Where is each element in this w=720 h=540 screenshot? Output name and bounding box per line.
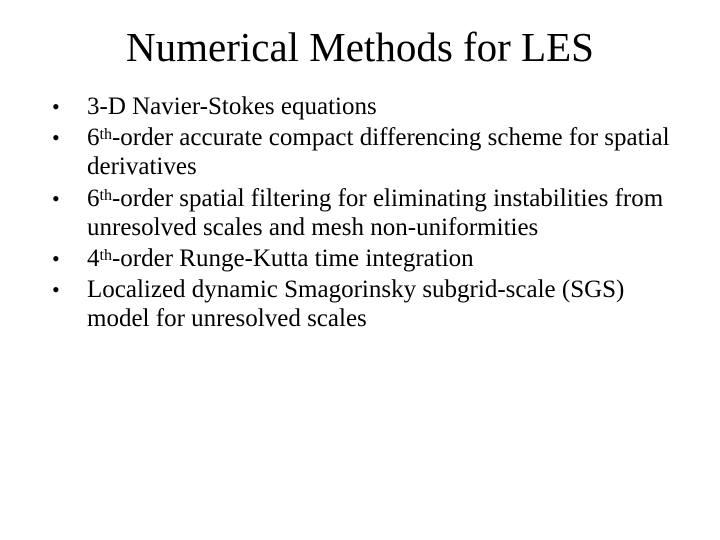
bullet-item (52, 123, 692, 181)
bullet-text-number: 6 (87, 184, 100, 212)
bullet-text: 3-D Navier-Stokes equations (87, 93, 377, 120)
bullet-item (52, 275, 692, 333)
bullet-text: -order spatial filtering for eliminating instabilities from unresolved scales and mesh non-uniformities (87, 184, 664, 241)
bullet-text: Localized dynamic Smagorinsky subgrid-scale (SGS) model for unresolved scales (87, 276, 625, 333)
ordinal-superscript: th (99, 186, 112, 204)
bullet-item (52, 184, 692, 242)
bullet-icon: • (52, 246, 60, 272)
bullet-text: -order accurate compact differencing scheme for spatial derivatives (87, 124, 670, 181)
bullet-item (52, 244, 692, 273)
ordinal-superscript: th (99, 126, 112, 144)
bullet-icon: • (52, 277, 60, 303)
bullet-text: -order Runge-Kutta time integration (111, 245, 474, 273)
bullet-icon: • (52, 125, 60, 151)
ordinal-superscript: th (99, 247, 112, 265)
slide-title: Numerical Methods for LES (126, 24, 594, 70)
bullet-list (52, 92, 692, 336)
bullet-icon: • (52, 94, 60, 119)
bullet-item (52, 92, 692, 121)
bullet-text-number: 6 (87, 124, 100, 152)
bullet-text-number: 4 (87, 245, 100, 273)
bullet-icon: • (52, 185, 60, 211)
